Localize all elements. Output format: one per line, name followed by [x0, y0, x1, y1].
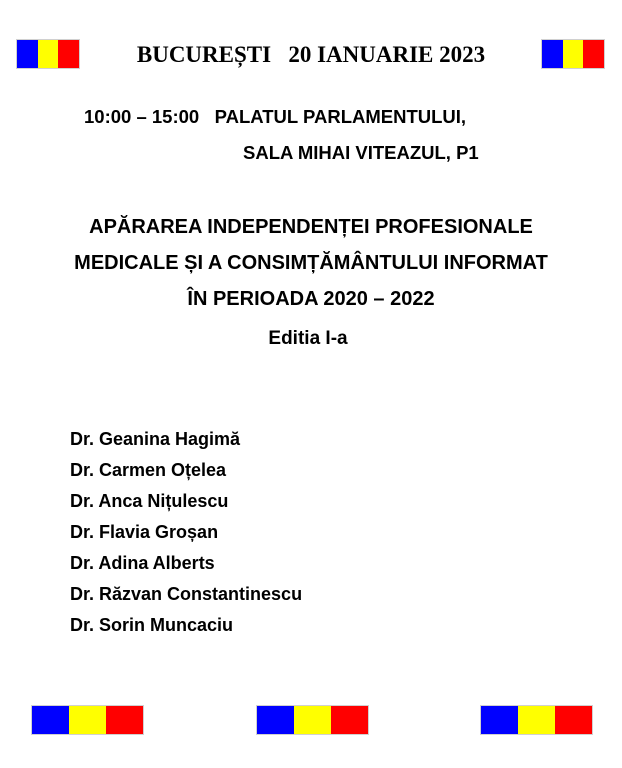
- flag-stripe-red: [583, 40, 604, 68]
- city-date-heading: BUCUREȘTI 20 IANUARIE 2023: [136, 42, 486, 67]
- flag-stripe-yellow: [518, 706, 555, 734]
- event-room: SALA MIHAI VITEAZUL, P1: [243, 142, 479, 163]
- speaker-item: Dr. Anca Nițulescu: [70, 491, 229, 511]
- flag-stripe-red: [331, 706, 368, 734]
- speaker-item: Dr. Carmen Oțelea: [70, 460, 227, 480]
- flag-stripe-yellow: [69, 706, 106, 734]
- romanian-flag-icon: [480, 705, 593, 735]
- flag-stripe-red: [555, 706, 592, 734]
- speaker-item: Dr. Geanina Hagimă: [70, 429, 241, 449]
- flag-stripe-blue: [257, 706, 294, 734]
- flag-stripe-blue: [481, 706, 518, 734]
- romanian-flag-icon: [256, 705, 369, 735]
- event-title-line: MEDICALE ȘI A CONSIMȚĂMÂNTULUI INFORMAT: [74, 252, 548, 274]
- flag-stripe-blue: [32, 706, 69, 734]
- event-title-line: ÎN PERIOADA 2020 – 2022: [187, 288, 435, 310]
- flag-stripe-yellow: [294, 706, 331, 734]
- event-time-place: 10:00 – 15:00 PALATUL PARLAMENTULUI,: [84, 106, 467, 127]
- speaker-list: [70, 424, 302, 641]
- romanian-flag-icon: [31, 705, 144, 735]
- edition-label: Editia I-a: [268, 328, 348, 349]
- flag-stripe-blue: [542, 40, 563, 68]
- flag-stripe-red: [106, 706, 143, 734]
- speaker-item: Dr. Adina Alberts: [70, 553, 215, 573]
- event-title-line: APĂRAREA INDEPENDENȚEI PROFESIONALE: [89, 216, 533, 238]
- speaker-item: Dr. Flavia Groșan: [70, 522, 219, 542]
- romanian-flag-icon: [541, 39, 605, 69]
- speaker-item: Dr. Răzvan Constantinescu: [70, 584, 303, 604]
- speaker-item: Dr. Sorin Muncaciu: [70, 615, 234, 635]
- event-title: [0, 209, 622, 317]
- flag-stripe-yellow: [563, 40, 584, 68]
